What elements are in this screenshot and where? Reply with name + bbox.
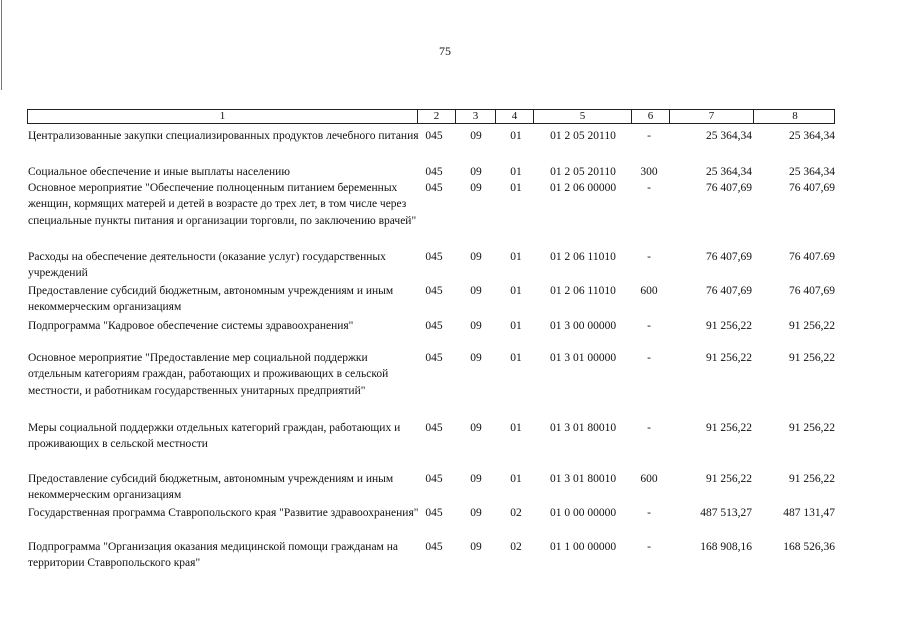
row-col-8: 91 256,22	[789, 422, 835, 434]
row-col-7: 91 256,22	[706, 352, 752, 364]
row-name: Подпрограмма "Организация оказания медицинской помощи гражданам на территории Ставропольского края"	[28, 541, 398, 570]
row-col-7: 487 513,27	[700, 507, 752, 519]
row-col-4: 01	[510, 166, 522, 178]
row-col-2: 045	[425, 320, 443, 332]
row-col-6: 600	[640, 285, 658, 297]
row-col-3: 09	[470, 541, 482, 553]
header-col-8: 8	[792, 110, 798, 122]
row-col-7: 25 364,34	[706, 130, 752, 142]
row-col-2: 045	[425, 251, 443, 263]
header-col-6: 6	[632, 110, 670, 123]
row-col-2: 045	[425, 541, 443, 553]
row-col-7: 91 256,22	[706, 320, 752, 332]
row-col-3: 09	[470, 285, 482, 297]
row-col-7: 91 256,22	[706, 473, 752, 485]
row-col-5: 01 2 06 11010	[550, 251, 616, 263]
row-name: Государственная программа Ставропольского края "Развитие здравоохранения"	[28, 507, 419, 519]
row-col-8: 76 407,69	[789, 182, 835, 194]
row-col-5: 01 2 05 20110	[550, 130, 616, 142]
row-col-3: 09	[470, 422, 482, 434]
row-name: Основное мероприятие "Обеспечение полноценным питанием беременных женщин, кормящих матерей и детей в возрасте до трех лет, в том числе через специальные пункты питания и организации торговли, по заключению врачей"	[28, 182, 417, 227]
row-col-4: 01	[510, 473, 522, 485]
row-col-7: 76 407,69	[706, 251, 752, 263]
row-col-6: -	[647, 422, 651, 434]
row-col-5: 01 3 00 00000	[549, 320, 617, 332]
row-col-3: 09	[470, 251, 482, 263]
row-col-8: 91 256,22	[789, 320, 835, 332]
header-col-5: 5	[534, 110, 632, 123]
row-col-8: 76 407,69	[789, 285, 835, 297]
row-col-4: 01	[510, 352, 522, 364]
row-col-3: 09	[470, 182, 482, 194]
table-header	[27, 109, 835, 124]
row-col-5: 01 3 01 00000	[549, 352, 617, 364]
header-col-7: 7	[670, 110, 754, 123]
row-col-4: 02	[510, 541, 522, 553]
header-col-4: 4	[496, 110, 534, 123]
row-name: Расходы на обеспечение деятельности (оказание услуг) государственных учреждений	[28, 251, 386, 280]
row-col-4: 01	[510, 320, 522, 332]
row-col-2: 045	[425, 352, 443, 364]
row-col-2: 045	[425, 285, 443, 297]
row-col-3: 09	[470, 352, 482, 364]
row-col-7: 25 364,34	[706, 166, 752, 178]
row-col-2: 045	[425, 182, 443, 194]
row-col-7: 76 407,69	[706, 285, 752, 297]
row-col-2: 045	[425, 166, 443, 178]
row-col-3: 09	[470, 320, 482, 332]
row-col-7: 168 908,16	[700, 541, 752, 553]
row-name: Централизованные закупки специализированных продуктов лечебного питания	[28, 130, 419, 142]
row-name: Социальное обеспечение и иные выплаты населению	[28, 166, 290, 178]
row-col-2: 045	[425, 422, 443, 434]
row-col-5: 01 2 05 20110	[550, 166, 616, 178]
row-col-8: 487 131,47	[783, 507, 835, 519]
row-name: Меры социальной поддержки отдельных категорий граждан, работающих и проживающих в сельской местности	[28, 422, 401, 451]
row-col-6: -	[647, 507, 651, 519]
row-col-4: 01	[510, 422, 522, 434]
row-col-6: -	[647, 182, 651, 194]
header-col-2: 2	[418, 110, 456, 123]
row-col-6: -	[647, 251, 651, 263]
row-col-6: 600	[640, 473, 658, 485]
row-col-8: 91 256,22	[789, 352, 835, 364]
row-name: Предоставление субсидий бюджетным, автономным учреждениям и иным некоммерческим организациям	[28, 473, 394, 502]
row-col-4: 01	[510, 251, 522, 263]
row-col-5: 01 1 00 00000	[549, 541, 617, 553]
row-col-5: 01 3 01 80010	[549, 473, 617, 485]
row-col-5: 01 2 06 11010	[550, 285, 616, 297]
row-col-5: 01 3 01 80010	[549, 422, 617, 434]
row-col-2: 045	[425, 473, 443, 485]
header-col-3: 3	[456, 110, 496, 123]
row-col-8: 76 407.69	[789, 251, 835, 263]
row-col-4: 01	[510, 130, 522, 142]
row-name: Предоставление субсидий бюджетным, автономным учреждениям и иным некоммерческим организациям	[28, 285, 394, 314]
row-col-6: -	[647, 320, 651, 332]
row-col-8: 91 256,22	[789, 473, 835, 485]
row-col-3: 09	[470, 473, 482, 485]
row-col-5: 01 2 06 00000	[549, 182, 617, 194]
row-col-4: 01	[510, 285, 522, 297]
row-col-8: 25 364,34	[789, 130, 835, 142]
row-col-3: 09	[470, 507, 482, 519]
row-col-7: 76 407,69	[706, 182, 752, 194]
row-col-6: -	[647, 541, 651, 553]
row-col-4: 02	[510, 507, 522, 519]
row-col-2: 045	[425, 507, 443, 519]
page-number: 75	[439, 44, 451, 58]
row-col-3: 09	[470, 130, 482, 142]
header-col-1: 1	[28, 110, 418, 123]
row-col-8: 168 526,36	[783, 541, 835, 553]
row-col-5: 01 0 00 00000	[549, 507, 617, 519]
row-col-7: 91 256,22	[706, 422, 752, 434]
row-name: Подпрограмма "Кадровое обеспечение системы здравоохранения"	[28, 320, 354, 332]
row-col-6: -	[647, 352, 651, 364]
row-name: Основное мероприятие "Предоставление мер социальной поддержки отдельным категориям граждан, работающих и проживающих в сельской местности, и работникам государственных унитарных предприятий"	[28, 352, 389, 397]
row-col-6: 300	[640, 166, 658, 178]
row-col-2: 045	[425, 130, 443, 142]
row-col-8: 25 364,34	[789, 166, 835, 178]
row-col-6: -	[647, 130, 651, 142]
row-col-3: 09	[470, 166, 482, 178]
row-col-4: 01	[510, 182, 522, 194]
